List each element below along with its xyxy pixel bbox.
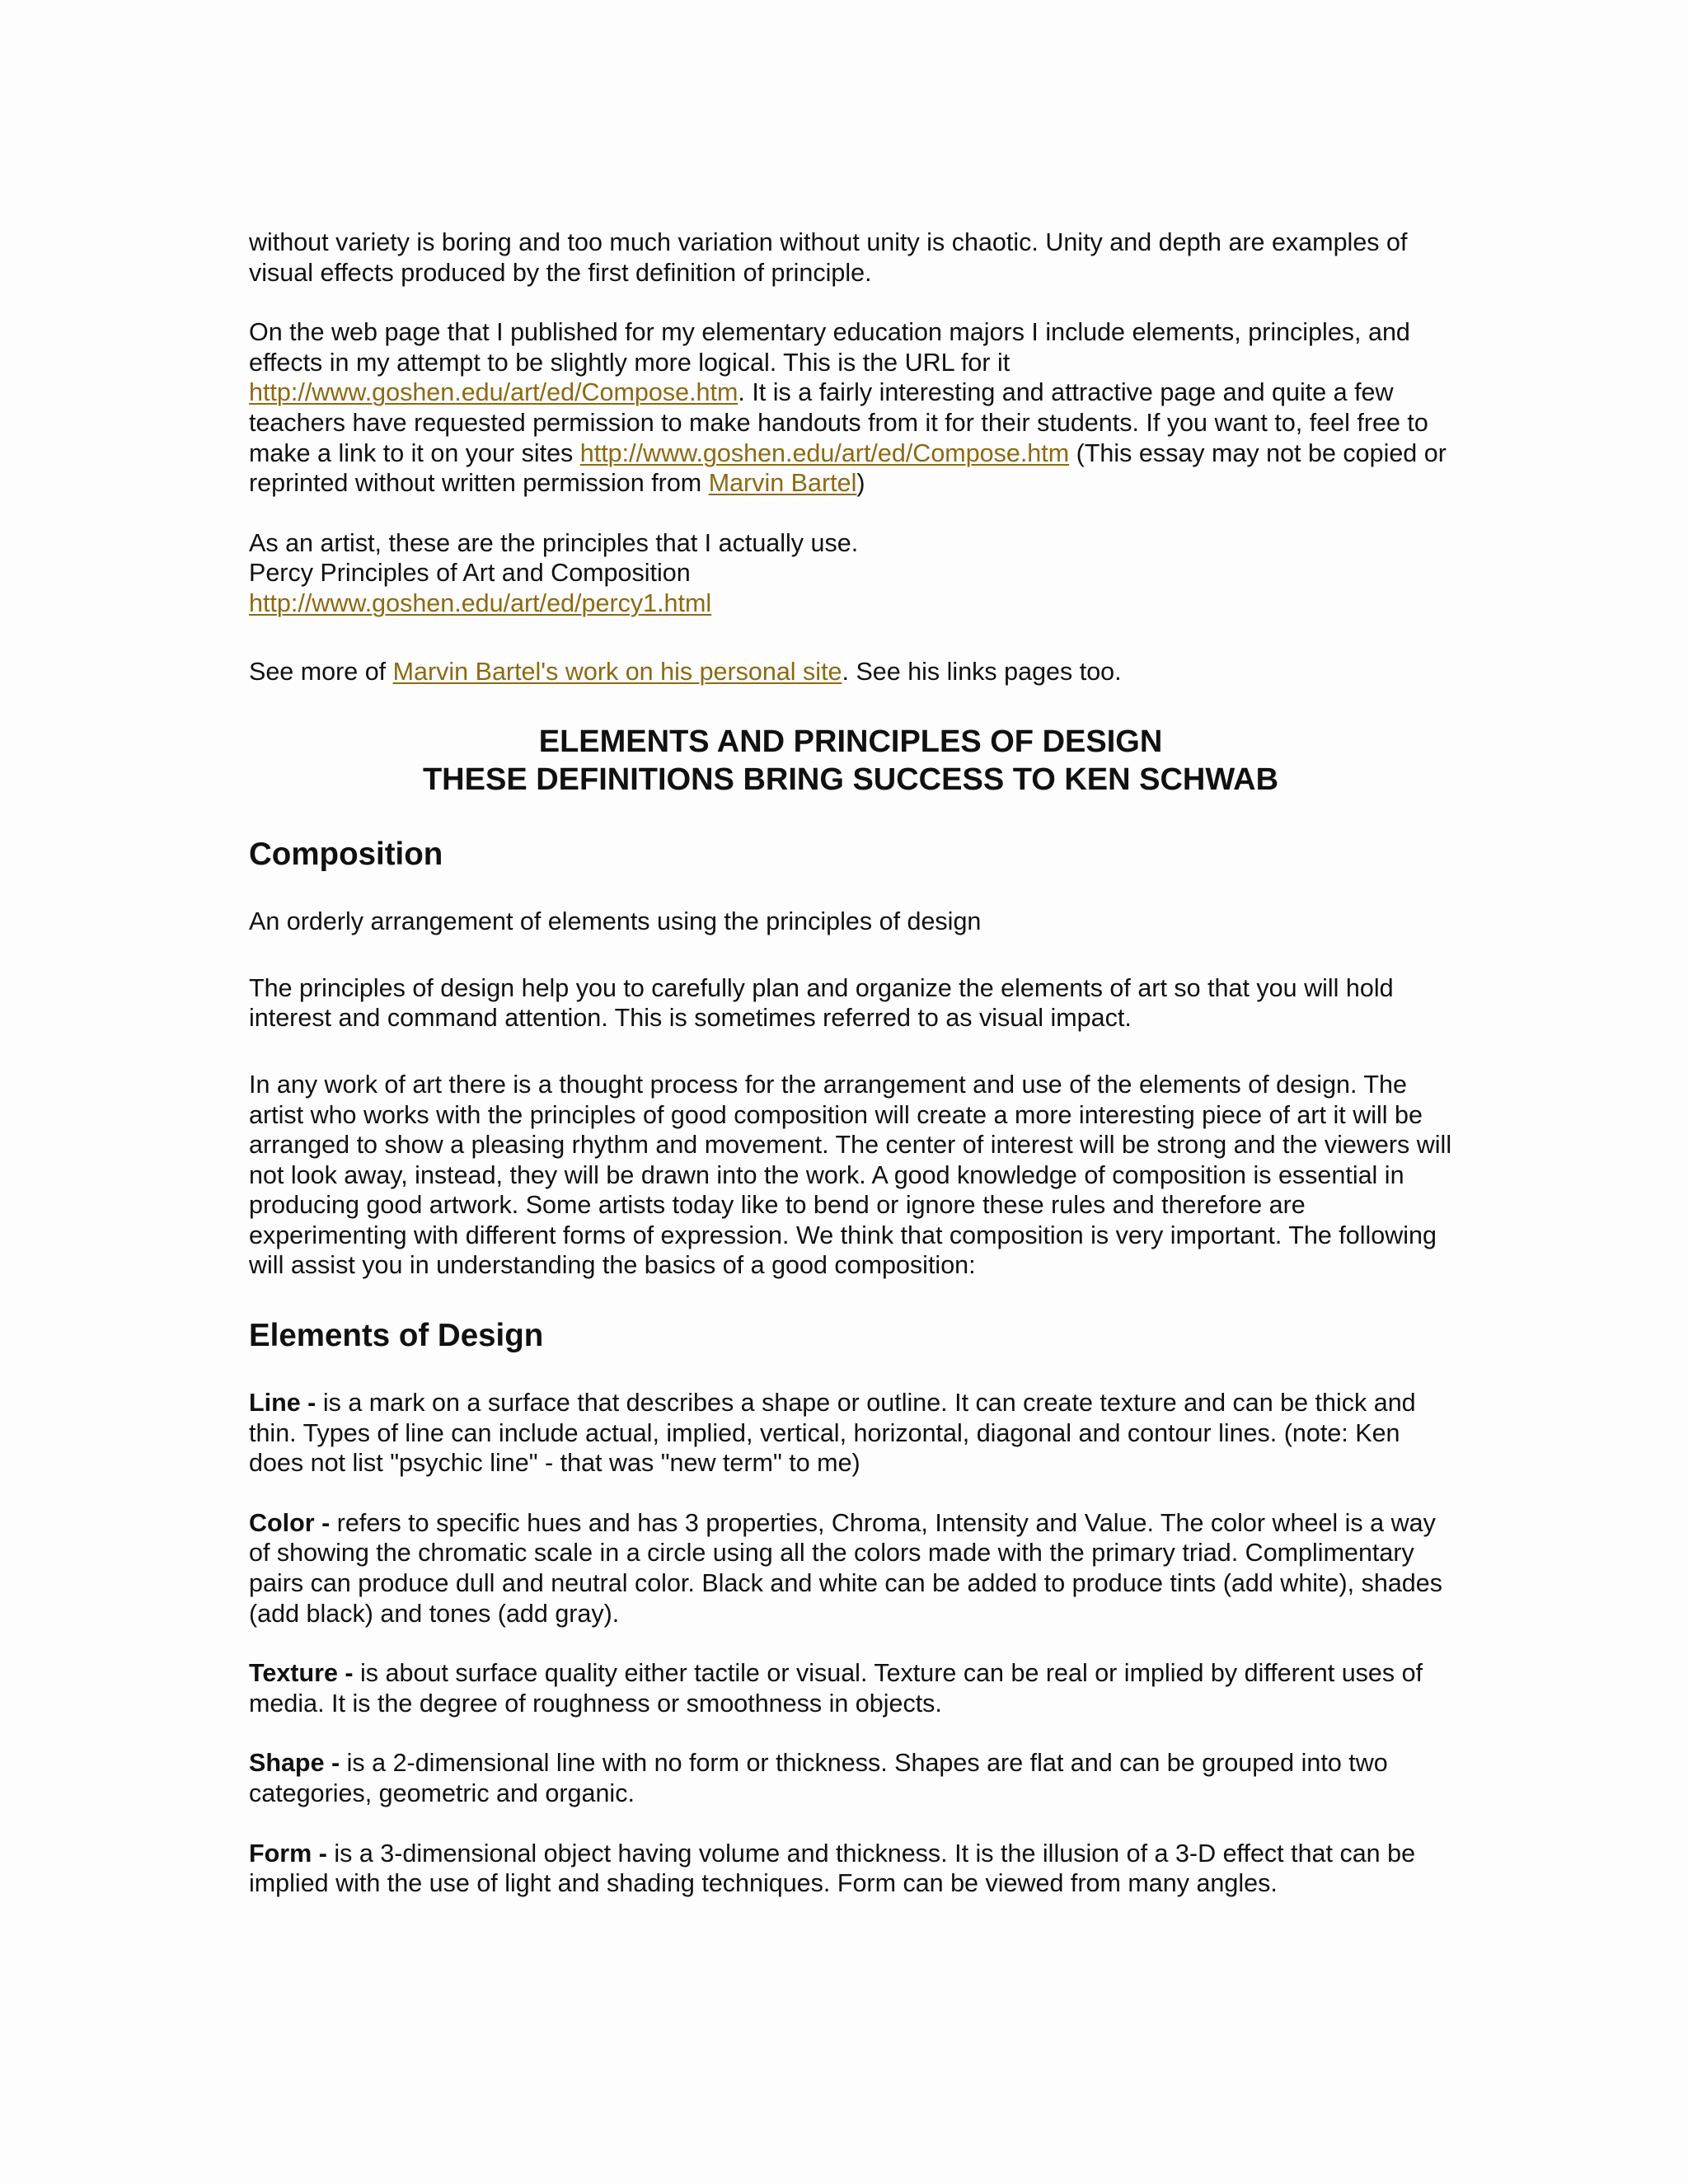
- element-definition: is a 3-dimensional object having volume and thickness. It is the illusion of a 3-D effect that can be implied with the use of light and shading techniques. Form can be viewed from many angles.: [249, 1839, 1416, 1898]
- element-definition: is a 2-dimensional line with no form or thickness. Shapes are flat and can be grouped into two categories, geometric and organic.: [249, 1749, 1388, 1807]
- intro-text: On the web page that I published for my elementary education majors I include elements, principles, and effects in my attempt to be slightly more logical. This is the URL for it: [249, 318, 1410, 377]
- element-form: [249, 1839, 1452, 1899]
- document-title: [249, 723, 1452, 799]
- element-definition: refers to specific hues and has 3 properties, Chroma, Intensity and Value. The color wheel is a way of showing the chromatic scale in a circle using all the colors made with the primary triad. Complimentary pairs can produce dull and neutral color. Black and white can be added to produce tints (add white), shades (add black) and tones (add gray).: [249, 1508, 1442, 1628]
- composition-paragraph-2: The principles of design help you to carefully plan and organize the elements of art so that you will hold interest and command attention. This is sometimes referred to as visual impact.: [249, 973, 1394, 1033]
- compose-link[interactable]: http://www.goshen.edu/art/ed/Compose.htm: [249, 378, 738, 407]
- composition-heading: Composition: [249, 837, 443, 873]
- element-shape: [249, 1748, 1452, 1808]
- intro-text: . See his links pages too.: [842, 657, 1122, 686]
- intro-paragraph-3: [249, 528, 1452, 619]
- intro-text: ): [856, 469, 865, 498]
- element-texture: [249, 1658, 1452, 1718]
- element-term: Texture -: [249, 1659, 354, 1688]
- element-color: [249, 1508, 1452, 1629]
- document-page: [249, 227, 1452, 1899]
- element-term: Line -: [249, 1389, 316, 1418]
- element-definition: is about surface quality either tactile or visual. Texture can be real or implied by different uses of media. It is the degree of roughness or smoothness in objects.: [249, 1659, 1423, 1718]
- intro-text: Percy Principles of Art and Composition: [249, 559, 691, 588]
- compose-link[interactable]: http://www.goshen.edu/art/ed/Compose.htm: [579, 438, 1070, 467]
- composition-paragraph-3: In any work of art there is a thought process for the arrangement and use of the elements of design. The artist who works with the principles of good composition will create a more interesting piece of art it will be arranged to show a pleasing rhythm and movement. The center of interest will be strong and the viewers will not look away, instead, they will be drawn into the work. A good knowledge of composition is essential in producing good artwork. Some artists today like to bend or ignore these rules and therefore are experimenting with different forms of expression. We think that composition is very important. The following will assist you in understanding the basics of a good composition:: [249, 1070, 1452, 1280]
- element-term: Form -: [249, 1839, 327, 1868]
- composition-paragraph-1: An orderly arrangement of elements using the principles of design: [249, 907, 982, 936]
- intro-paragraph-4: [249, 657, 1452, 687]
- intro-paragraph-1: without variety is boring and too much variation without unity is chaotic. Unity and depth are examples of visual effects produced by the first definition of principle.: [249, 228, 1408, 287]
- title-line-2: THESE DEFINITIONS BRING SUCCESS TO KEN SCHWAB: [422, 762, 1279, 798]
- intro-text: As an artist, these are the principles that I actually use.: [249, 528, 859, 557]
- element-term: Color -: [249, 1508, 331, 1537]
- element-term: Shape -: [249, 1749, 340, 1778]
- marvin-bartel-link[interactable]: Marvin Bartel: [708, 469, 857, 498]
- intro-text: See more of: [249, 657, 393, 686]
- personal-site-link[interactable]: Marvin Bartel's work on his personal site: [392, 657, 842, 686]
- intro-text: . It is a fairly interesting and attractive page and quite a few teachers have requested permission to make handouts from it for their students. If you want to, feel free to make a link to it on your sites: [249, 378, 1428, 467]
- percy-link[interactable]: http://www.goshen.edu/art/ed/percy1.html: [249, 588, 712, 617]
- elements-heading: Elements of Design: [249, 1318, 544, 1354]
- element-definition: is a mark on a surface that describes a shape or outline. It can create texture and can be thick and thin. Types of line can include actual, implied, vertical, horizontal, diagonal and contour lines. (note: Ken does not list "psychic line" - that was "new term" to me): [249, 1389, 1416, 1478]
- element-line: [249, 1388, 1452, 1479]
- intro-text: (This essay may not be copied or reprinted without written permission from: [249, 438, 1447, 498]
- intro-paragraph-2: [249, 317, 1452, 499]
- title-line-1: ELEMENTS AND PRINCIPLES OF DESIGN: [538, 724, 1163, 760]
